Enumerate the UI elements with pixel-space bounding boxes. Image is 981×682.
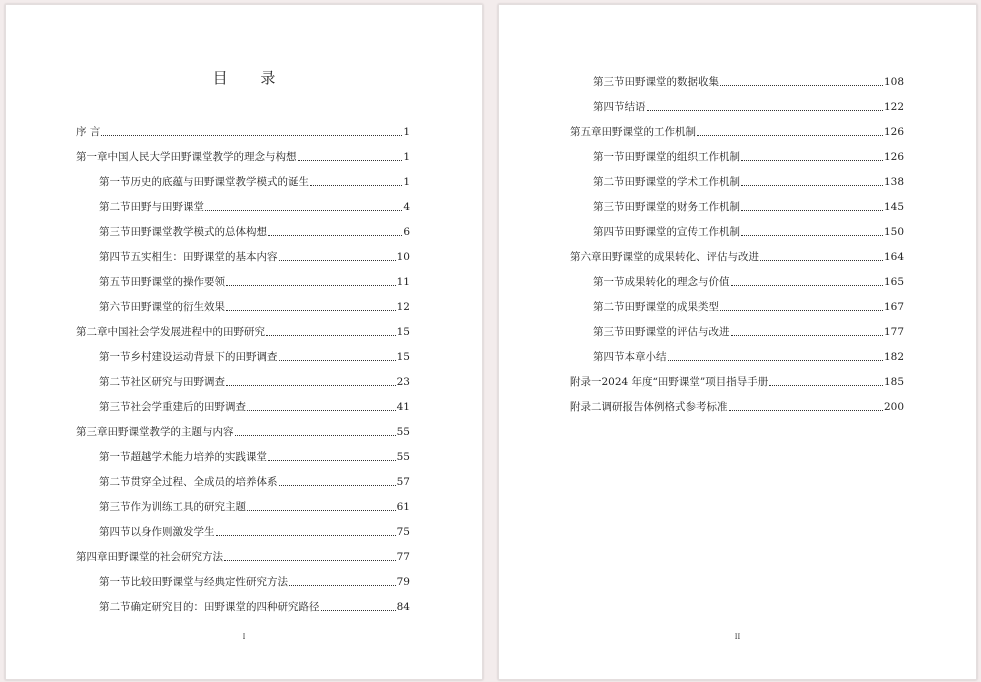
toc-entry-page: 55 <box>396 451 410 463</box>
toc-entry-label: 第三节 <box>593 201 625 213</box>
dot-leader <box>224 560 396 561</box>
dot-leader <box>769 385 883 386</box>
toc-entry-title: 调研报告体例格式参考标准 <box>601 401 728 413</box>
toc-entry-label: 第一章 <box>76 151 108 163</box>
toc-entry-page: 57 <box>396 476 410 488</box>
toc-entry-title: 田野课堂教学模式的总体构想 <box>130 226 267 238</box>
toc-entry-page: 138 <box>883 176 904 188</box>
dot-leader <box>268 235 402 236</box>
toc-entry-page: 1 <box>403 151 410 163</box>
toc-entry-section[interactable] <box>593 98 904 114</box>
toc-entry-page: 75 <box>396 526 410 538</box>
dot-leader <box>247 510 396 511</box>
toc-entry-label: 第一节 <box>99 451 131 463</box>
page-number: II <box>734 633 741 641</box>
toc-entry-title: 中国社会学发展进程中的田野研究 <box>107 326 265 338</box>
toc-entry-title: 五实相生：田野课堂的基本内容 <box>130 251 278 263</box>
toc-entry-chapter[interactable] <box>76 148 410 164</box>
dot-leader <box>279 260 396 261</box>
toc-entry-title: 中国人民大学田野课堂教学的理念与构想 <box>107 151 297 163</box>
dot-leader <box>226 385 396 386</box>
toc-entry-section[interactable] <box>593 223 904 239</box>
toc-entry-section[interactable] <box>99 473 410 489</box>
toc-entry-label: 第一节 <box>99 576 131 588</box>
dot-leader <box>741 185 883 186</box>
toc-entry-section[interactable] <box>593 323 904 339</box>
dot-leader <box>216 535 396 536</box>
toc-entry-label: 第三节 <box>99 501 131 513</box>
toc-entry-title: 超越学术能力培养的实践课堂 <box>130 451 267 463</box>
toc-entry-label: 第四节 <box>593 101 625 113</box>
dot-leader <box>731 335 883 336</box>
dot-leader <box>310 185 402 186</box>
toc-entry-label: 第三节 <box>99 226 131 238</box>
toc-entry-page: 200 <box>883 401 904 413</box>
toc-entry-section[interactable] <box>99 298 410 314</box>
dot-leader <box>279 485 396 486</box>
dot-leader <box>720 310 883 311</box>
toc-entry-page: 165 <box>883 276 904 288</box>
toc-entry-section[interactable] <box>99 373 410 389</box>
toc-entry-label: 第三节 <box>99 401 131 413</box>
dot-leader <box>321 610 396 611</box>
toc-entry-page: 79 <box>396 576 410 588</box>
toc-entry-label: 第二节 <box>99 601 131 613</box>
toc-entry-title: 社会学重建后的田野调查 <box>130 401 246 413</box>
toc-entry-page: 177 <box>883 326 904 338</box>
toc-entry-label: 第五节 <box>99 276 131 288</box>
toc-entry-page: 55 <box>396 426 410 438</box>
toc-entry-title: 田野课堂的成果类型 <box>624 301 719 313</box>
dot-leader <box>298 160 403 161</box>
toc-entry-page: 108 <box>883 76 904 88</box>
toc-entry-label: 第三章 <box>76 426 108 438</box>
toc-entry-title: 田野课堂的宣传工作机制 <box>624 226 740 238</box>
toc-title: 目 录 <box>212 69 290 87</box>
toc-entry-label: 第六章 <box>570 251 602 263</box>
toc-entry-page: 6 <box>403 226 410 238</box>
toc-entry-label: 第一节 <box>99 351 131 363</box>
page-number: I <box>242 633 246 641</box>
toc-entry-section[interactable] <box>99 223 410 239</box>
toc-entry-page: 122 <box>883 101 904 113</box>
dot-leader <box>226 285 396 286</box>
toc-entry-title: 2024 年度“田野课堂”项目指导手册 <box>601 376 769 388</box>
toc-entry-section[interactable] <box>99 573 410 589</box>
dot-leader <box>647 110 883 111</box>
toc-entry-title: 田野课堂的社会研究方法 <box>107 551 223 563</box>
toc-entry-section[interactable] <box>99 448 410 464</box>
toc-entry-page: 185 <box>883 376 904 388</box>
toc-entry-label: 第二节 <box>593 301 625 313</box>
toc-entry-appendix[interactable] <box>570 398 904 414</box>
toc-entry-section[interactable] <box>99 348 410 364</box>
toc-entry-label: 第二章 <box>76 326 108 338</box>
toc-entry-label: 第一节 <box>99 176 131 188</box>
toc-entry-page: 1 <box>403 126 410 138</box>
dot-leader <box>741 235 883 236</box>
toc-entry-page: 11 <box>396 276 410 288</box>
toc-entry-label: 第二节 <box>99 476 131 488</box>
dot-leader <box>266 335 396 336</box>
toc-entry-label: 第三节 <box>593 326 625 338</box>
toc-entry-section[interactable] <box>99 598 410 614</box>
toc-entry-page: 126 <box>883 126 904 138</box>
toc-entry-page: 61 <box>396 501 410 513</box>
toc-entry-label: 第六节 <box>99 301 131 313</box>
toc-entry-label: 第四节 <box>593 351 625 363</box>
toc-entry-title: 田野课堂的数据收集 <box>624 76 719 88</box>
toc-entry-title: 田野与田野课堂 <box>130 201 204 213</box>
dot-leader <box>268 460 396 461</box>
dot-leader <box>729 410 883 411</box>
dot-leader <box>731 285 883 286</box>
dot-leader <box>741 210 883 211</box>
toc-entry-section[interactable] <box>593 148 904 164</box>
toc-entry-label: 第五章 <box>570 126 602 138</box>
toc-entry-title: 社区研究与田野调查 <box>130 376 225 388</box>
toc-entry-page: 145 <box>883 201 904 213</box>
toc-entry-title: 成果转化的理念与价值 <box>624 276 730 288</box>
toc-entry-page: 1 <box>403 176 410 188</box>
toc-entry-title: 本章小结 <box>624 351 667 363</box>
toc-entry-label: 第四节 <box>99 526 131 538</box>
toc-entry-label: 序 言 <box>76 126 101 138</box>
toc-entry-section[interactable] <box>593 273 904 289</box>
dot-leader <box>720 85 883 86</box>
toc-entry-title: 贯穿全过程、全成员的培养体系 <box>130 476 278 488</box>
toc-entry-title: 田野课堂的学术工作机制 <box>624 176 740 188</box>
toc-entry-title: 田野课堂的工作机制 <box>601 126 696 138</box>
toc-entry-section[interactable] <box>99 498 410 514</box>
toc-entry-title: 比较田野课堂与经典定性研究方法 <box>130 576 288 588</box>
toc-entry-label: 第一节 <box>593 151 625 163</box>
toc-entry-chapter[interactable] <box>76 548 410 564</box>
toc-entry-page: 77 <box>396 551 410 563</box>
toc-entry-page: 126 <box>883 151 904 163</box>
document-page-right <box>498 4 977 680</box>
toc-entry-label: 第四节 <box>593 226 625 238</box>
toc-entry-section[interactable] <box>593 73 904 89</box>
toc-entry-page: 4 <box>403 201 410 213</box>
toc-entry-page: 41 <box>396 401 410 413</box>
toc-entry-title: 田野课堂的财务工作机制 <box>624 201 740 213</box>
toc-entry-label: 第一节 <box>593 276 625 288</box>
toc-entry-page: 164 <box>883 251 904 263</box>
toc-entry-label: 附录二 <box>570 401 602 413</box>
toc-entry-chapter[interactable] <box>570 123 904 139</box>
toc-entry-label: 附录一 <box>570 376 602 388</box>
toc-entry-chapter[interactable] <box>76 423 410 439</box>
toc-entry-title: 作为训练工具的研究主题 <box>130 501 246 513</box>
toc-entry-appendix[interactable] <box>570 373 904 389</box>
toc-entry-title: 田野课堂的衍生效果 <box>130 301 225 313</box>
toc-entry-title: 田野课堂的评估与改进 <box>624 326 730 338</box>
toc-entry-label: 第四节 <box>99 251 131 263</box>
toc-entry-chapter[interactable] <box>76 323 410 339</box>
toc-entry-label: 第四章 <box>76 551 108 563</box>
dot-leader <box>235 435 396 436</box>
toc-entry-label: 第三节 <box>593 76 625 88</box>
toc-entry-chapter[interactable] <box>570 248 904 264</box>
toc-entry-title: 以身作则激发学生 <box>130 526 215 538</box>
toc-entry-section[interactable] <box>593 298 904 314</box>
toc-entry-page: 84 <box>396 601 410 613</box>
toc-entry-label: 第二节 <box>99 201 131 213</box>
toc-entry-section[interactable] <box>593 173 904 189</box>
toc-entry-label: 第二节 <box>99 376 131 388</box>
dot-leader <box>697 135 883 136</box>
toc-entry-title: 田野课堂的操作要领 <box>130 276 225 288</box>
toc-entry-page: 167 <box>883 301 904 313</box>
toc-entry-section[interactable] <box>99 523 410 539</box>
dot-leader <box>289 585 396 586</box>
toc-entry-section[interactable] <box>99 173 410 189</box>
toc-entry-preface[interactable] <box>76 123 410 139</box>
toc-entry-page: 15 <box>396 326 410 338</box>
toc-entry-page: 15 <box>396 351 410 363</box>
toc-entry-page: 10 <box>396 251 410 263</box>
dot-leader <box>101 135 402 136</box>
toc-entry-page: 150 <box>883 226 904 238</box>
document-page-left <box>5 4 483 680</box>
toc-entry-page: 23 <box>396 376 410 388</box>
toc-entry-title: 确定研究目的：田野课堂的四种研究路径 <box>130 601 320 613</box>
toc-entry-section[interactable] <box>99 248 410 264</box>
dot-leader <box>760 260 883 261</box>
toc-entry-page: 182 <box>883 351 904 363</box>
toc-entry-page: 12 <box>396 301 410 313</box>
toc-entry-section[interactable] <box>99 198 410 214</box>
toc-entry-title: 田野课堂的组织工作机制 <box>624 151 740 163</box>
toc-entry-title: 田野课堂教学的主题与内容 <box>107 426 234 438</box>
toc-entry-title: 田野课堂的成果转化、评估与改进 <box>601 251 759 263</box>
toc-entry-section[interactable] <box>99 273 410 289</box>
dot-leader <box>741 160 883 161</box>
toc-entry-title: 乡村建设运动背景下的田野调查 <box>130 351 278 363</box>
toc-entry-title: 历史的底蕴与田野课堂教学模式的诞生 <box>130 176 309 188</box>
toc-entry-section[interactable] <box>99 398 410 414</box>
toc-entry-label: 第二节 <box>593 176 625 188</box>
toc-entry-title: 结语 <box>624 101 646 113</box>
toc-entry-section[interactable] <box>593 348 904 364</box>
dot-leader <box>279 360 396 361</box>
dot-leader <box>205 210 402 211</box>
dot-leader <box>247 410 396 411</box>
toc-entry-section[interactable] <box>593 198 904 214</box>
dot-leader <box>226 310 396 311</box>
dot-leader <box>668 360 883 361</box>
